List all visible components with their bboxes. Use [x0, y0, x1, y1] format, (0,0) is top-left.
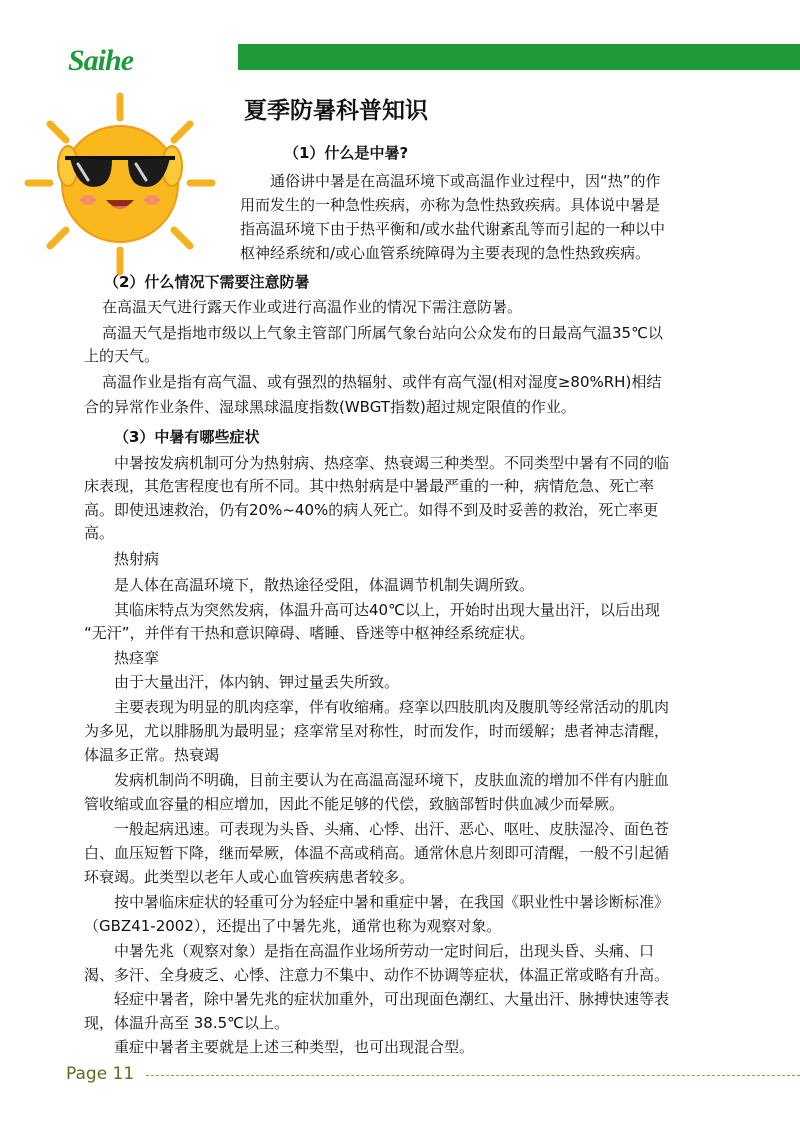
- paragraph-line: 枢神经系统和/或心血管系统障碍为主要表现的急性热致疾病。: [240, 244, 651, 262]
- paragraph-line: 环衰竭。此类型以老年人或心血管疾病患者较多。: [84, 868, 415, 886]
- paragraph-line: 一般起病迅速。可表现为头昏、头痛、心悸、出汗、恶心、呕吐、皮肤湿冷、面色苍: [114, 820, 670, 838]
- section-2-heading: （2）什么情况下需要注意防暑: [104, 273, 310, 291]
- paragraph-line: 管收缩或血容量的相应增加，因此不能足够的代偿，致脑部暂时供血减少而晕厥。: [84, 795, 625, 813]
- paragraph-line: 在高温天气进行露天作业或进行高温作业的情况下需注意防暑。: [102, 298, 523, 316]
- paragraph-line: 高温作业是指有高气温、或有强烈的热辐射、或伴有高气湿(相对湿度≥80%RH)相结: [102, 373, 662, 391]
- paragraph-line: 其临床特点为突然发病，体温升高可达40℃以上，开始时出现大量出汗，以后出现: [114, 601, 660, 619]
- paragraph-line: 合的异常作业条件、湿球黑球温度指数(WBGT指数)超过规定限值的作业。: [84, 398, 576, 416]
- paragraph-line: 发病机制尚不明确，目前主要认为在高温高湿环境下，皮肤血流的增加不伴有内脏血: [114, 771, 670, 789]
- section-3-heading: （3）中暑有哪些症状: [114, 428, 260, 446]
- paragraph-line: 是人体在高温环境下，散热途径受阻，体温调节机制失调所致。: [114, 576, 535, 594]
- paragraph-line: 按中暑临床症状的轻重可分为轻症中暑和重症中暑，在我国《职业性中暑诊断标准》: [114, 893, 670, 911]
- paragraph-line: 重症中暑者主要就是上述三种类型，也可出现混合型。: [114, 1038, 475, 1056]
- paragraph-line: 由于大量出汗，体内钠、钾过量丢失所致。: [114, 673, 400, 691]
- section-1-heading: （1）什么是中暑?: [284, 144, 409, 162]
- paragraph-line: 指高温环境下由于热平衡和/或水盐代谢紊乱等而引起的一种以中: [240, 220, 666, 238]
- paragraph-line: 通俗讲中暑是在高温环境下或高温作业过程中，因“热”的作: [270, 172, 661, 190]
- subheading-heatstroke: 热射病: [114, 550, 160, 568]
- paragraph-line: 高温天气是指地市级以上气象主管部门所属气象台站向公众发布的日最高气温35℃以: [102, 324, 663, 342]
- subheading-heat-cramp: 热痉挛: [114, 649, 160, 667]
- footer-divider: [146, 1075, 800, 1076]
- paragraph-line: 体温多正常。热衰竭: [84, 746, 220, 764]
- paragraph-line: 高。: [84, 524, 115, 542]
- logo-text: Saihe: [68, 44, 134, 77]
- paragraph-line: 上的天气。: [84, 347, 160, 365]
- paragraph-line: （GBZ41-2002），还提出了中暑先兆，通常也称为观察对象。: [84, 917, 502, 935]
- paragraph-line: 中暑先兆（观察对象）是指在高温作业场所劳动一定时间后，出现头昏、头痛、口: [114, 942, 655, 960]
- paragraph-line: 高。即使迅速救治，仍有20%~40%的病人死亡。如得不到及时妥善的救治，死亡率更: [84, 501, 659, 519]
- paragraph-line: 白、血压短暂下降，继而晕厥，体温不高或稍高。通常休息片刻即可清醒，一般不引起循: [84, 844, 670, 862]
- paragraph-line: 为多见，尤以腓肠肌为最明显；痉挛常呈对称性，时而发作，时而缓解；患者神志清醒，: [84, 722, 670, 740]
- page-title: 夏季防暑科普知识: [244, 98, 428, 124]
- paragraph-line: 渴、多汗、全身疲乏、心悸、注意力不集中、动作不协调等症状，体温正常或略有升高。: [84, 966, 670, 984]
- paragraph-line: 床表现，其危害程度也有所不同。其中热射病是中暑最严重的一种，病情危急、死亡率: [84, 477, 655, 495]
- paragraph-line: “无汗”，并伴有干热和意识障碍、嗜睡、昏迷等中枢神经系统症状。: [84, 624, 535, 642]
- header-bar: [238, 44, 800, 70]
- paragraph-line: 主要表现为明显的肌肉痉挛，伴有收缩痛。痉挛以四肢肌肉及腹肌等经常活动的肌肉: [114, 698, 670, 716]
- paragraph-line: 用而发生的一种急性疾病，亦称为急性热致疾病。具体说中暑是: [240, 196, 661, 214]
- sun-with-sunglasses-icon: [20, 88, 220, 278]
- paragraph-line: 现，体温升高至 38.5℃以上。: [84, 1014, 290, 1032]
- brand-logo: [68, 44, 133, 78]
- page-number: Page 11: [66, 1064, 135, 1084]
- paragraph-line: 中暑按发病机制可分为热射病、热痉挛、热衰竭三种类型。不同类型中暑有不同的临: [114, 454, 670, 472]
- paragraph-line: 轻症中暑者，除中暑先兆的症状加重外，可出现面色潮红、大量出汗、脉搏快速等表: [114, 990, 670, 1008]
